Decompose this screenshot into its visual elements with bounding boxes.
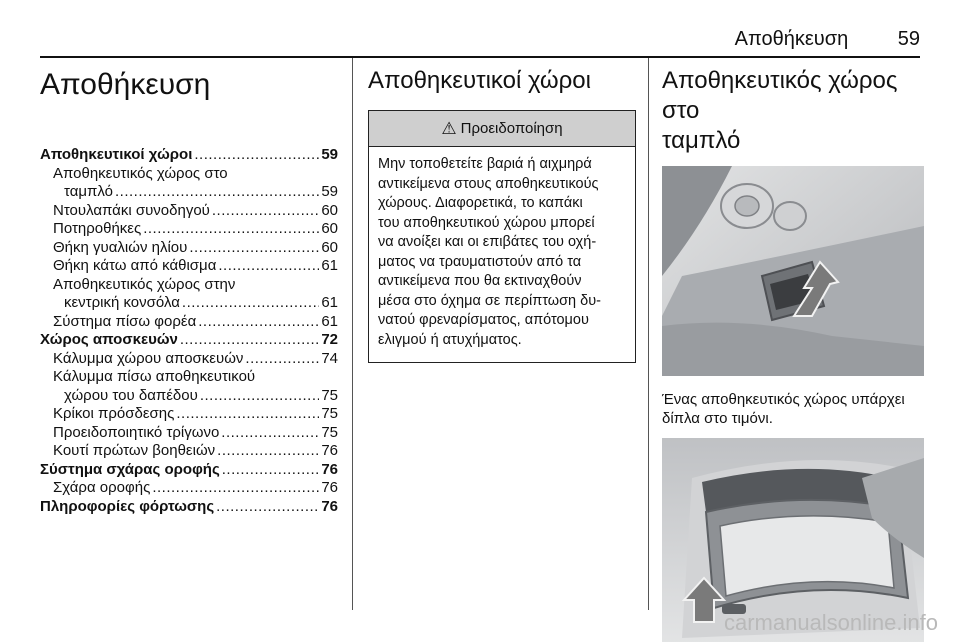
dashboard-storage-photo	[662, 166, 924, 376]
running-head-title: Αποθήκευση	[734, 28, 849, 50]
toc-entry-storage-compartments[interactable]: Αποθηκευτικοί χώροι ..... 59	[40, 146, 338, 165]
toc-entry-sunglasses-holder[interactable]: Θήκη γυαλιών ηλίου ..... 60	[40, 239, 338, 258]
storage-section-column	[368, 58, 636, 363]
toc-entry-warning-triangle[interactable]: Προειδοποιητικό τρίγωνο ..... 75	[40, 424, 338, 443]
toc-entry-underseat-storage[interactable]: Θήκη κάτω από κάθισμα ..... 61	[40, 257, 338, 276]
column-divider-1	[352, 58, 353, 610]
warning-text: Μην τοποθετείτε βαριά ή αιχμηρά αντικείμενα στους αποθηκευτικούς χώρους. Διαφορετικά, το καπάκι του αποθηκευτικού χώρου μπορεί να ανοίξει και οι επιβάτες του οχή- ματος να τραυματιστούν από τα αντικείμενα που θα εκτιναχθούν μέσα στο όχημα σε περίπτωση δυ- νατού φρεναρίσματος, απότομου ελιγμού ή ατυχήματος.	[378, 156, 601, 348]
toc-entry-rear-floor-cover[interactable]: Κάλυμμα πίσω αποθηκευτικού	[53, 368, 256, 385]
column-divider-2	[648, 58, 649, 610]
section-title-dashboard-storage: Αποθηκευτικός χώρος στο ταμπλό	[662, 67, 898, 154]
toc-entry-front-console-storage-cont[interactable]: κεντρική κονσόλα ..... 61	[40, 294, 338, 313]
page-number: 59	[897, 28, 920, 50]
toc-entry-cupholders[interactable]: Ποτηροθήκες ..... 60	[40, 220, 338, 239]
warning-title: Προειδοποίηση	[460, 120, 563, 137]
dashboard-storage-caption: Ένας αποθηκευτικός χώρος υπάρχει δίπλα στο τιμόνι.	[662, 391, 905, 427]
warning-header	[369, 111, 635, 147]
toc-entry-instrument-panel-storage-cont[interactable]: ταμπλό ..... 59	[40, 183, 338, 202]
dashboard-storage-column	[662, 58, 924, 642]
section-title-storage: Αποθηκευτικοί χώροι	[368, 67, 591, 94]
toc-entry-lashing-eyes[interactable]: Κρίκοι πρόσδεσης ..... 75	[40, 405, 338, 424]
toc-entry-front-console-storage[interactable]: Αποθηκευτικός χώρος στην	[53, 275, 236, 293]
toc-entry-load-cover[interactable]: Κάλυμμα χώρου αποσκευών ..... 74	[40, 350, 338, 369]
toc-entry-instrument-panel-storage[interactable]: Αποθηκευτικός χώρος στο	[53, 164, 228, 182]
warning-box	[368, 110, 636, 363]
toc-entry-glovebox[interactable]: Ντουλαπάκι συνοδηγού ..... 60	[40, 202, 338, 221]
toc-entry-roof-rack[interactable]: Σχάρα οροφής ..... 76	[40, 479, 338, 498]
dashboard-illustration	[662, 166, 924, 376]
running-head	[735, 28, 920, 51]
toc-entry-rear-carrier[interactable]: Σύστημα πίσω φορέα ..... 61	[40, 313, 338, 332]
toc-entry-roof-rack-system[interactable]: Σύστημα σχάρας οροφής ..... 76	[40, 461, 338, 480]
toc-entry-rear-floor-cover-cont[interactable]: χώρου του δαπέδου ..... 75	[40, 387, 338, 406]
watermark: carmanualsonline.info	[723, 610, 938, 635]
toc-entry-load-compartment[interactable]: Χώρος αποσκευών ..... 72	[40, 331, 338, 350]
toc-column	[40, 58, 338, 516]
toc-entry-loading-information[interactable]: Πληροφορίες φόρτωσης ..... 76	[40, 498, 338, 517]
toc-entry-first-aid-kit[interactable]: Κουτί πρώτων βοηθειών ..... 76	[40, 442, 338, 461]
table-of-contents	[40, 146, 338, 516]
chapter-title: Αποθήκευση	[40, 68, 211, 101]
warning-triangle-icon: ⚠	[441, 118, 457, 138]
